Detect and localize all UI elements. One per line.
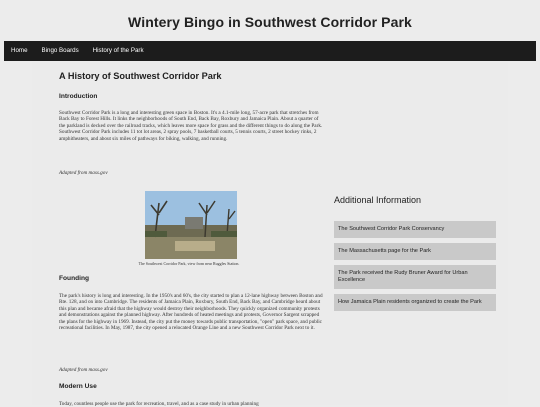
link-massachusetts-page[interactable]: The Massachusetts page for the Park bbox=[334, 243, 496, 260]
intro-source: Adapted from mass.gov bbox=[59, 170, 108, 176]
nav-item-bingo-boards[interactable]: Bingo Boards bbox=[41, 47, 79, 54]
park-photo-image bbox=[145, 191, 237, 259]
additional-info-sidebar bbox=[334, 195, 496, 316]
page-title: A History of Southwest Corridor Park bbox=[59, 71, 222, 81]
link-rudy-bruner-award[interactable]: The Park received the Rudy Bruner Award for Urban Excellence bbox=[334, 265, 496, 289]
link-conservancy[interactable]: The Southwest Corridor Park Conservancy bbox=[334, 221, 496, 238]
site-header bbox=[0, 0, 540, 40]
additional-info-title: Additional Information bbox=[334, 195, 422, 205]
founding-heading: Founding bbox=[59, 275, 90, 282]
nav-item-home[interactable]: Home bbox=[11, 47, 28, 54]
intro-heading: Introduction bbox=[59, 93, 98, 100]
photo-caption: The Southwest Corridor Park, view from near Ruggles Station. bbox=[138, 261, 240, 266]
nav-bar bbox=[4, 41, 536, 61]
main-content bbox=[59, 71, 324, 407]
founding-paragraph: The park's history is long and interesting. In the 1950's and 60's, the city started to plan a 12-lane highway between Boston and Rte. 128, and on into Cambridge. The residents of Jamaica Plain, Roxbury, South End, Back Bay, and Cambridge heard about this plan and became afraid that the highway would destroy their neighborhoods. They quickly organized community protests and demonstrations against the planned highway. After hundreds of heated meetings and protests, Governor Sargent scrapped the plans for the highway in 1969. Instead, the city put the money towards public transportation, "open" park space, and public recreational facilities. In May, 1987, the city opened a relocated Orange Line and a new Southwest Corridor Park next to it. bbox=[59, 293, 323, 332]
link-jamaica-plain-residents[interactable]: How Jamaica Plain residents organized to create the Park bbox=[334, 294, 496, 311]
founding-source: Adapted from mass.gov bbox=[59, 367, 108, 373]
park-photo bbox=[145, 191, 237, 259]
modern-use-paragraph: Today, countless people use the park for recreation, travel, and as a case study in urban planning bbox=[59, 401, 259, 407]
nav-item-history[interactable]: History of the Park bbox=[92, 47, 144, 54]
modern-use-heading: Modern Use bbox=[59, 383, 97, 390]
intro-paragraph: Southwest Corridor Park is a long and interesting green space in Boston. It's a 4.1-mile long, 57-acre park that stretches from Back Bay to Forest Hills. It links the neighborhoods of South End, Back Bay, Roxbury and Jamaica Plain. About a quarter of the parkland is decked over the railroad tracks, which leaves more space for grass and the different things to do along the Park. Southwest Corridor Park includes 11 tot lot areas, 2 spray pools, 7 basketball courts, 5 tennis courts, 2 street hockey rinks, 2 amphitheaters, and about six miles of pathways for biking, walking, and running. bbox=[59, 110, 323, 142]
site-title: Wintery Bingo in Southwest Corridor Park bbox=[128, 14, 412, 30]
